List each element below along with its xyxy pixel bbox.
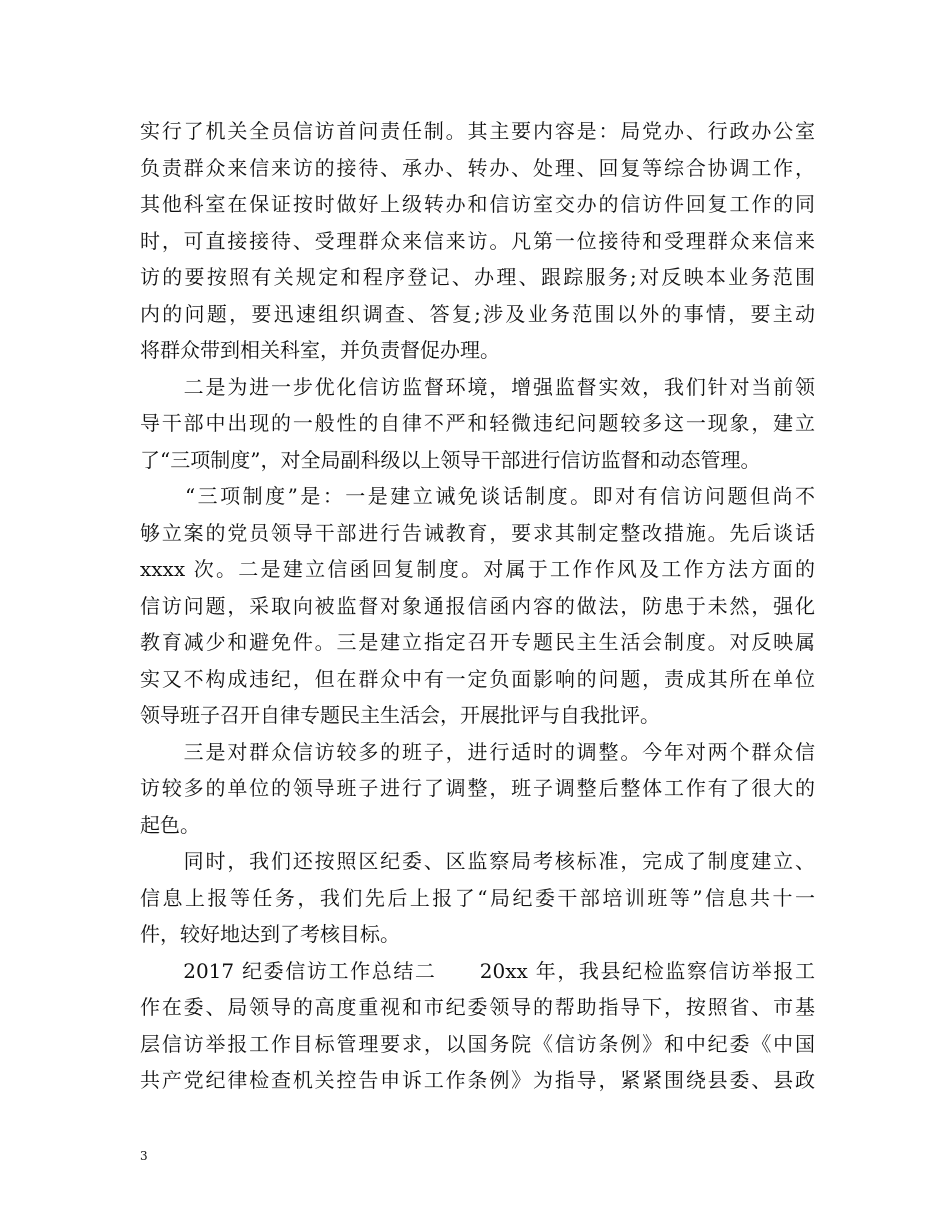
text-line: 了“三项制度”，对全局副科级以上领导干部进行信访监督和动态管理。 [140, 447, 761, 472]
text-line: xxxx 次。二是建立信函回复制度。对属于工作作风及工作方法方面的 [140, 557, 815, 581]
text-line: 共产党纪律检查机关控告申诉工作条例》为指导，紧紧围绕县委、县政 [140, 1068, 815, 1092]
text-line: 二是为进一步优化信访监督环境，增强监督实效，我们针对当前领 [140, 374, 815, 399]
text-line: 件，较好地达到了考核目标。 [140, 922, 400, 946]
text-line: 领导班子召开自律专题民主生活会，开展批评与自我批评。 [140, 703, 660, 727]
text-line: 负责群众来信来访的接待、承办、转办、处理、回复等综合协调工作， [140, 155, 815, 180]
text-line: 三是对群众信访较多的班子，进行适时的调整。今年对两个群众信 [140, 739, 815, 764]
text-line: 教育减少和避免件。三是建立指定召开专题民主生活会制度。对反映属 [140, 630, 815, 654]
page-number: 3 [140, 1149, 148, 1163]
text-line: 访较多的单位的领导班子进行了调整，班子调整后整体工作有了很大的 [140, 776, 815, 800]
text-line: 导干部中出现的一般性的自律不严和轻微违纪问题较多这一现象，建立 [140, 411, 815, 435]
text-line: 2017 纪委信访工作总结二 20xx 年，我县纪检监察信访举报工 [140, 958, 815, 983]
text-line: 起色。 [140, 812, 200, 837]
text-line: 实又不构成违纪，但在群众中有一定负面影响的问题，责成其所在单位 [140, 666, 815, 691]
document-body [140, 113, 815, 1099]
text-line: 访的要按照有关规定和程序登记、办理、跟踪服务;对反映本业务范围 [140, 265, 815, 289]
text-line: 将群众带到相关科室，并负责督促办理。 [140, 338, 500, 362]
text-line: 层信访举报工作目标管理要求，以国务院《信访条例》和中纪委《中国 [140, 1031, 815, 1056]
text-line: 时，可直接接待、受理群众来信来访。凡第一位接待和受理群众来信来 [140, 228, 815, 253]
text-line: 同时，我们还按照区纪委、区监察局考核标准，完成了制度建立、 [140, 849, 815, 873]
text-line: 实行了机关全员信访首问责任制。其主要内容是：局党办、行政办公室 [140, 119, 815, 143]
text-line: 信访问题，采取向被监督对象通报信函内容的做法，防患于未然，强化 [140, 593, 815, 618]
text-line: “三项制度”是：一是建立诫免谈话制度。即对有信访问题但尚不 [140, 484, 815, 508]
text-line: 内的问题，要迅速组织调查、答复;涉及业务范围以外的事情，要主动 [140, 301, 815, 326]
text-line: 作在委、局领导的高度重视和市纪委领导的帮助指导下，按照省、市基 [140, 995, 815, 1019]
text-line: 够立案的党员领导干部进行告诫教育，要求其制定整改措施。先后谈话 [140, 520, 815, 545]
text-line: 信息上报等任务，我们先后上报了“局纪委干部培训班等”信息共十一 [140, 885, 815, 910]
text-line: 其他科室在保证按时做好上级转办和信访室交办的信访件回复工作的同 [140, 192, 815, 216]
